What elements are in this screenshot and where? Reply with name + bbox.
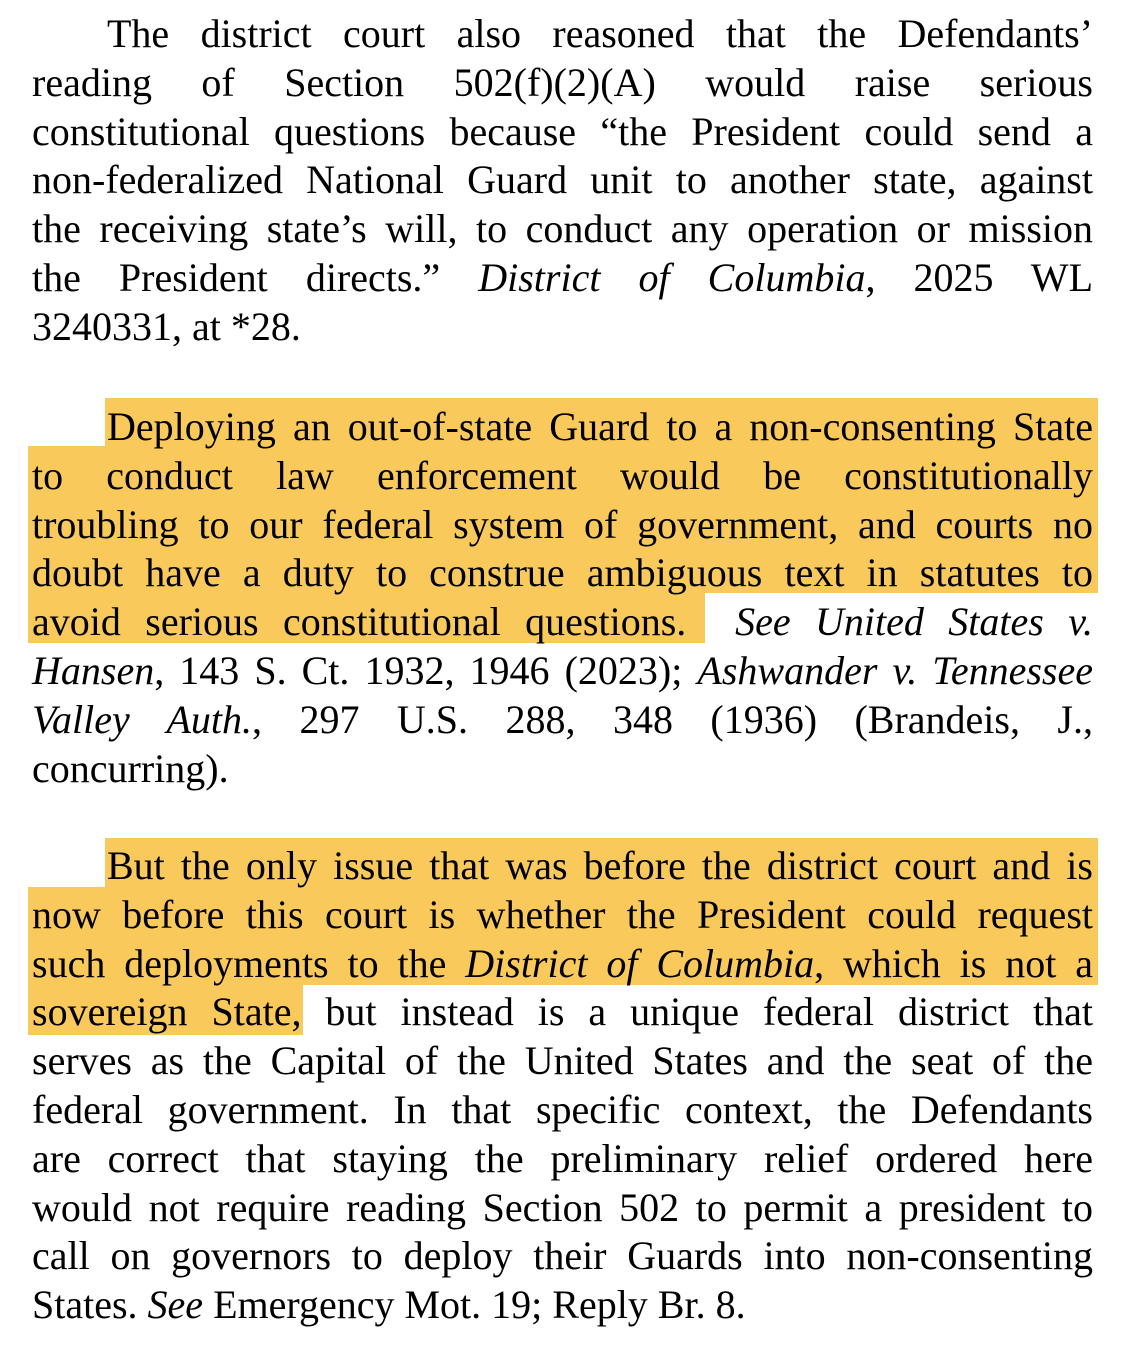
text-line: But the only issue that was before the district court and is: [107, 843, 1093, 888]
paragraph-only-issue: [32, 842, 1093, 1330]
case-citation: Valley Auth.: [32, 696, 253, 742]
text-segment: [686, 599, 735, 644]
highlighted-text: such deployments to the: [32, 940, 466, 986]
signal-word: See: [147, 1282, 204, 1328]
text-segment: , 143 S. Ct. 1932, 1946 (2023);: [154, 647, 698, 693]
paragraph-district-court-reasoning: [32, 10, 1093, 352]
case-citation: District of Columbia: [465, 940, 815, 986]
text-line: doubt have a duty to construe ambiguous text in statutes to: [32, 550, 1093, 596]
text-line: non-federalized National Guard unit to another state, against: [32, 157, 1093, 203]
text-line: [32, 647, 1093, 696]
text-line: call on governors to deploy their Guards into non-consenting: [32, 1233, 1093, 1279]
text-line: the receiving state’s will, to conduct any operation or mission: [32, 206, 1093, 252]
text-line: [32, 940, 1093, 989]
text-line: serves as the Capital of the United States and the seat of the: [32, 1038, 1093, 1084]
text-line: [32, 254, 1093, 303]
text-line: 3240331, at *28.: [32, 303, 301, 349]
text-line: [32, 1281, 1093, 1330]
case-citation: Ashwander v. Tennessee: [697, 647, 1094, 693]
text-line: would not require reading Section 502 to permit a president to: [32, 1184, 1093, 1230]
case-citation: Hansen: [32, 647, 155, 693]
text-line: concurring).: [32, 745, 229, 791]
text-line: [32, 598, 1093, 647]
text-segment: , 297 U.S. 288, 348 (1936) (Brandeis, J.,: [252, 696, 1093, 742]
paragraph-deployment-troubling: [32, 403, 1093, 793]
text-line: troubling to our federal system of government, and courts no: [32, 501, 1093, 547]
text-line: now before this court is whether the President could request: [32, 891, 1093, 937]
text-segment: , 2025 WL: [865, 254, 1093, 300]
text-line: constitutional questions because “the President could send a: [32, 108, 1093, 154]
text-line: [32, 696, 1093, 745]
text-segment: , but instead is a unique federal district that: [291, 989, 1093, 1035]
text-line: The district court also reasoned that the Defendants’: [107, 11, 1093, 56]
text-line: Deploying an out-of-state Guard to a non-consenting State: [107, 404, 1093, 449]
highlighted-text: , which is not a: [814, 940, 1093, 986]
highlighted-text: sovereign State: [32, 989, 292, 1035]
text-line: reading of Section 502(f)(2)(A) would raise serious: [32, 59, 1093, 105]
highlighted-text: avoid serious constitutional questions.: [32, 599, 687, 645]
case-citation: District of Columbia: [478, 254, 866, 300]
text-line: federal government. In that specific context, the Defendants: [32, 1086, 1093, 1132]
text-segment: the President directs.”: [32, 254, 479, 300]
text-segment: States.: [32, 1282, 148, 1328]
text-line: [32, 988, 1093, 1037]
text-line: are correct that staying the preliminary relief ordered here: [32, 1135, 1093, 1181]
case-citation: See United States v.: [735, 599, 1093, 645]
text-line: to conduct law enforcement would be constitutionally: [32, 452, 1093, 498]
text-segment: Emergency Mot. 19; Reply Br. 8.: [203, 1282, 746, 1328]
